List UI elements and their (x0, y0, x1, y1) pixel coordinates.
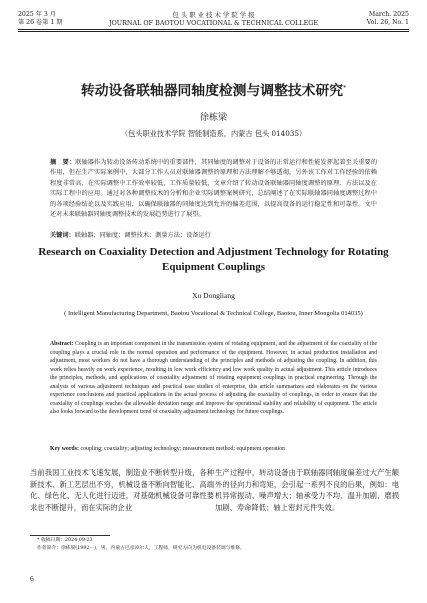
abstract-cn-text: 联轴器作为转动设备传动系统中的重要部件，其同轴度的调整对于设备的正常运行和性能发挥起着至关重要的作用，但在生产实际案例中，大部分工作人员对联轴器调整的原理和方法理解不够透彻，另外该工作对工作经验的依赖程度非常高，在实际调整中工作效率较低，工作质量较低，文章介绍了转动设备联轴器同轴度调整的原理、方法以及在实际工程中的应用。通过对各种调整技术的分析和企业实际调整案例研究，总结阐述了在实际联轴器同轴度调整过程中的各项经验结论以及实践应用，以确保联轴器的同轴度达到允许的偏差范围，以提高设备的运行稳定性和可靠性。文中还对未来联轴器同轴度调整技术的发展趋势进行了展望。 (50, 159, 378, 219)
abstract-cn-label: 摘 要： (50, 159, 76, 166)
abstract-en-text: Coupling is an important component in the transmission system of rotating equipment, and the adjustment of the coaxiality of the coupling plays a crucial role in the normal operation and performance of the equipment. However, in actual production installation and adjustment, most workers do not have a thorough understanding of the principles and methods of adjusting the coupling. In addition, this work relies heavily on work experience, resulting in low work efficiency and low work quality in actual adjustment. This article introduces the principles, methods, and applications of coaxiality adjustment of rotating equipment couplings in practical engineering. Through the analysis of various adjustment techniques and practical case studies of enterprise, this article summarizes and elaborates on the various experience conclusions and practical applications in the actual process of adjusting the coaxiality of couplings, in order to ensure that the coaxiality of couplings reaches the allowable deviation range and improve the operational stability and reliability of equipment. The article also looks forward to the development trend of coaxiality adjustment technology for future couplings. (50, 341, 378, 415)
keywords-en-label: Key words: (50, 446, 79, 452)
paper-title-cn (0, 79, 427, 99)
journal-name-cn: 包 头 职 业 技 术 学 院 学 报 (172, 11, 255, 19)
keywords-en (50, 445, 377, 453)
journal-name-en: JOURNAL OF BAOTOU VOCATIONAL & TECHNICAL COLLEGE (108, 19, 319, 27)
header-rule-thick (18, 29, 409, 30)
header-rule-thin (18, 31, 409, 32)
keywords-cn-label: 关键词： (50, 232, 75, 239)
received-label: 收稿日期： (40, 538, 65, 543)
affiliation-en: ( Intelligent Manufacturing Department, Baotou Vocational & Technical College, Baotou, Inner Mongolia 014035) (64, 310, 363, 317)
received-date: 2024-09-23 (64, 538, 93, 543)
title-cn-text: 转动设备联轴器同轴度检测与调整技术研究 (80, 83, 344, 99)
title-footnote-mark: * (343, 84, 347, 92)
body-column-right: 生产过程中，转动设备由于联轴器同轴度偏差过大产生额外的径向力和弯矩，会引起一系列不良的后果，例如：电机异常振动、噪声增大；轴承受力不均、温升加剧、磨损加剧、寿命降低；轴上密封元件失效。 (215, 468, 399, 512)
abstract-en-label: Abstract: (50, 341, 74, 347)
abstract-en (50, 340, 377, 417)
volume-issue-cn: 第 26 卷第 1 期 (18, 19, 63, 26)
issue-date-en: March. 2025 (368, 11, 409, 18)
paper-title-en: Research on Coaxiality Detection and Adjustment Technology for Rotating Equipment Couplings (38, 246, 389, 273)
body-column-left: 当前我国工业技术飞速发展，制造业不断转型升级，各种新技术、新工艺层出不穷，机械设备不断向智能化、高端化、绿色化、无人化进行迈进，对基础机械设备可靠性要求也不断提升，而在实际的企业 (30, 468, 214, 512)
author-en: Xu Dongliang (192, 291, 235, 300)
author-cn: 徐栋梁 (199, 113, 227, 123)
volume-issue-en: Vol. 26, No. 1 (366, 19, 409, 26)
keywords-cn (50, 231, 377, 240)
abstract-cn (50, 158, 377, 220)
footnote-rule (30, 535, 110, 536)
footnote-author-bio (37, 546, 357, 552)
header-center (18, 11, 409, 27)
footnote-received: * 收稿日期：2024-09-23 (37, 538, 93, 543)
keywords-cn-text: 联轴器；同轴度；调整技术；测量方法；设备运行 (74, 232, 211, 239)
header-right (367, 11, 409, 27)
page-number: 6 (30, 574, 34, 583)
affiliation-cn: （包头职业技术学院 智能制造系，内蒙古 包头 014035） (120, 129, 307, 138)
issue-date: 2025 年 3 月 (18, 11, 56, 18)
keywords-en-text: coupling; coaxiality; adjusting technology; measurement method; equipment operation (80, 446, 286, 452)
bio-text: 徐栋梁(1992－)，男，内蒙古巴彦淖尔人，工程师，研究方向为机电设备装调与维修。 (61, 546, 245, 551)
bio-label: 作者简介： (37, 546, 61, 551)
